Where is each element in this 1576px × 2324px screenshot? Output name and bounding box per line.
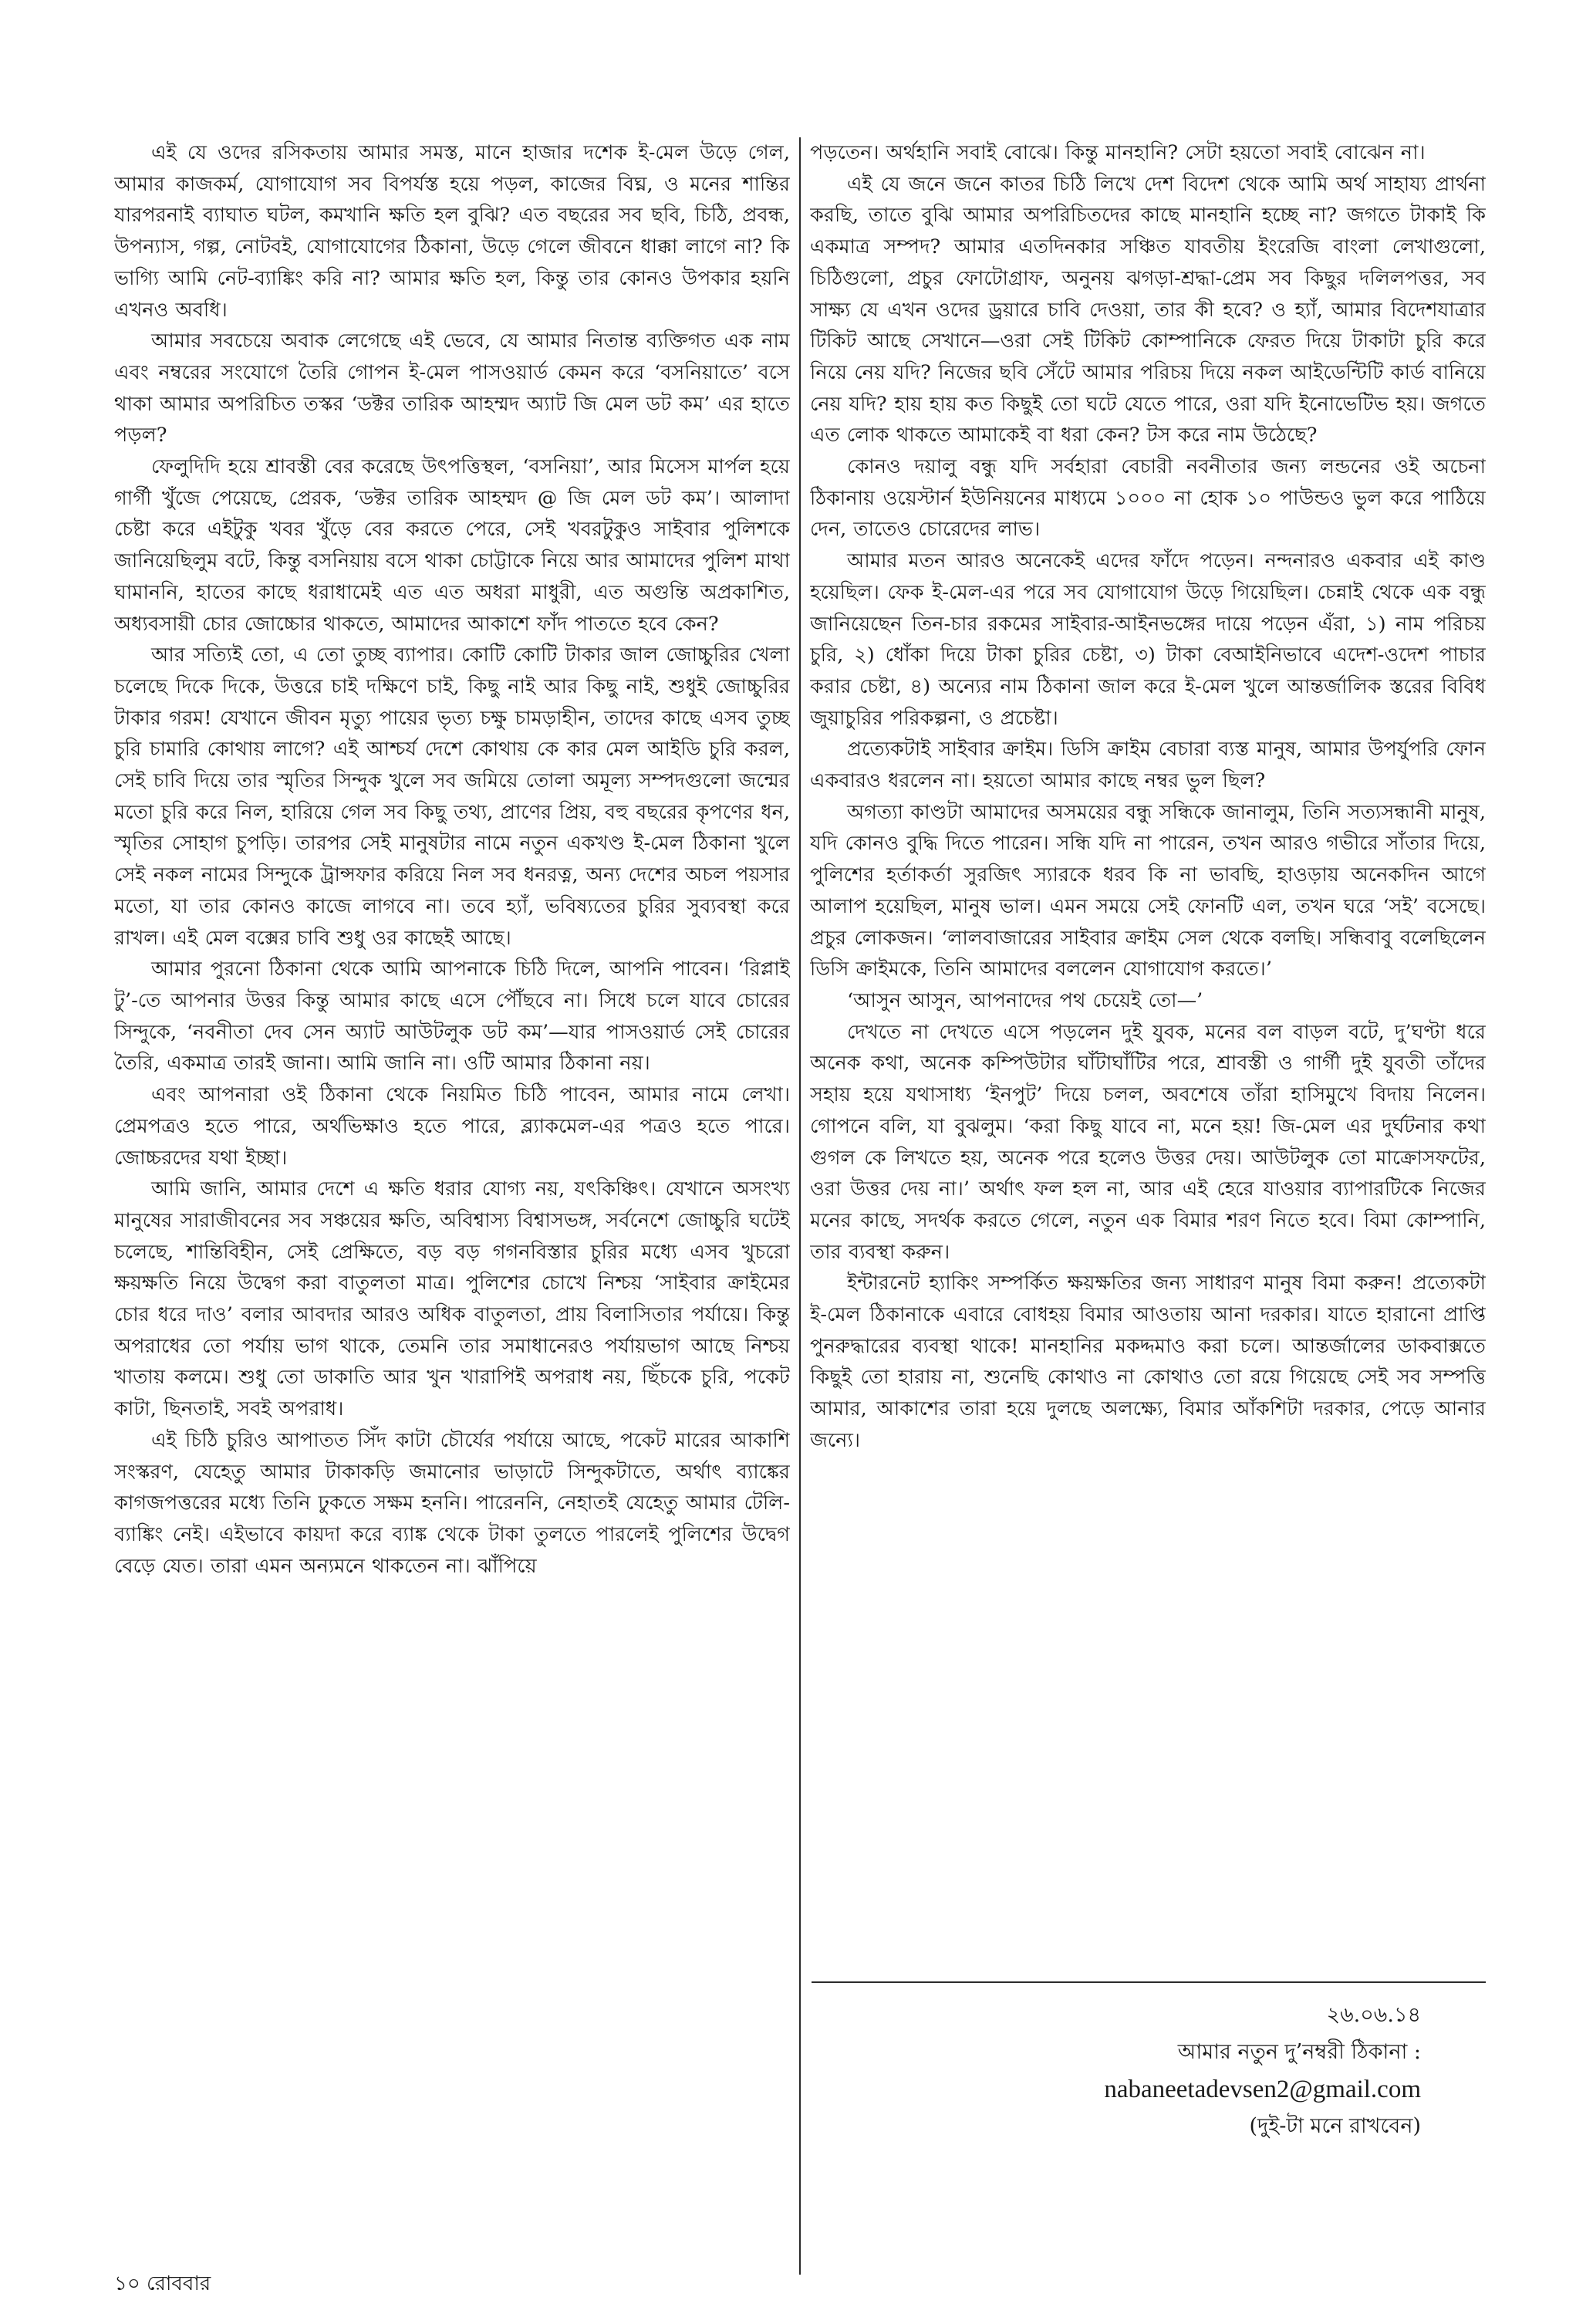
article-column-right (810, 137, 1486, 1935)
paragraph: প্রত্যেকটাই সাইবার ক্রাইম। ডিসি ক্রাইম বেচারা ব্যস্ত মানুষ, আমার উপর্যুপরি ফোন একবারও ধরলেন না। হয়তো আমার কাছে নম্বর ভুল ছিল? (810, 738, 1486, 793)
paragraph: ‘আসুন আসুন, আপনাদের পথ চেয়েই তো—’ (847, 988, 1203, 1012)
signoff-block (810, 1997, 1421, 2145)
article-column-left (114, 137, 790, 2278)
paragraph: কোনও দয়ালু বন্ধু যদি সর্বহারা বেচারী নবনীতার জন্য লন্ডনের ওই অচেনা ঠিকানায় ওয়েস্টার্ন ইউনিয়নের মাধ্যমে ১০০০ না হোক ১০ পাউন্ডও ভুল করে পাঠিয়ে দেন, তাতেও চোরেদের লাভ। (810, 455, 1486, 542)
paragraph: আর সত্যিই তো, এ তো তুচ্ছ ব্যাপার। কোটি কোটি টাকার জাল জোচ্চুরির খেলা চলেছে দিকে দিকে, উত্তরে চাই দক্ষিণে চাই, কিছু নাই আর কিছু নাই, শুধুই জোচ্চুরির টাকার গরম! যেখানে জীবন মৃত্যু পায়ের ভৃত্য চক্ষু চামড়াহীন, তাদের কাছে এসব তুচ্ছ চুরি চামারি কোথায় লাগে? এই আশ্চর্য দেশে কোথায় কে কার মেল আইডি চুরি করল, সেই চাবি দিয়ে তার স্মৃতির সিন্দুক খুলে সব জমিয়ে তোলা অমূল্য সম্পদগুলো জন্মের মতো চুরি করে নিল, হারিয়ে গেল সব কিছু তথ্য, প্রাণের প্রিয়, বহু বছরের কৃপণের ধন, স্মৃতির সোহাগ চুপড়ি। তারপর সেই মানুষটার নামে নতুন একখণ্ড ই-মেল ঠিকানা খুলে সেই নকল নামের সিন্দুকে ট্রান্সফার করিয়ে নিল সব ধনরত্ন, অন্য দেশের অচল পয়সার মতো, যা তার কোনও কাজে লাগবে না। তবে হ্যাঁ, ভবিষ্যতের চুরির সুব্যবস্থা করে রাখল। এই মেল বক্সের চাবি শুধু ওর কাছেই আছে। (114, 643, 790, 950)
column-divider (799, 137, 801, 2275)
paragraph: দেখতে না দেখতে এসে পড়লেন দুই যুবক, মনের বল বাড়ল বটে, দু’ঘণ্টা ধরে অনেক কথা, অনেক কম্পিউটার ঘাঁটাঘাঁটির পরে, শ্রাবস্তী ও গার্গী দুই যুবতী তাঁদের সহায় হয়ে যথাসাধ্য ‘ইনপুট’ দিয়ে চলল, অবশেষে তাঁরা হাসিমুখে বিদায় নিলেন। গোপনে বলি, যা বুঝলুম। ‘করা কিছু যাবে না, মনে হয়! জি-মেল এর দুর্ঘটনার কথা গুগল কে লিখতে হয়, অনেক পরে হলেও উত্তর দেয়। আউটলুক তো মাক্রোসফটের, ওরা উত্তর দেয় না।’ অর্থাৎ ফল হল না, আর এই হেরে যাওয়ার ব্যাপারটিকে নিজের মনের কাছে, সদর্থক করতে গেলে, নতুন এক বিমার শরণ নিতে হবে। বিমা কোম্পানি, তার ব্যবস্থা করুন। (810, 1020, 1486, 1264)
page-footer: ১০ রোববার (114, 2272, 211, 2295)
paragraph: আমার মতন আরও অনেকেই এদের ফাঁদে পড়েন। নন্দনারও একবার এই কাণ্ড হয়েছিল। ফেক ই-মেল-এর পরে সব যোগাযোগ উড়ে গিয়েছিল। চেন্নাই থেকে এক বন্ধু জানিয়েছেন তিন-চার রকমের সাইবার-আইনভঙ্গের দায়ে পড়েন এঁরা, ১) নাম পরিচয় চুরি, ২) ধোঁকা দিয়ে টাকা চুরির চেষ্টা, ৩) টাকা বেআইনিভাবে এদেশ-ওদেশ পাচার করার চেষ্টা, ৪) অন্যের নাম ঠিকানা জাল করে ই-মেল খুলে আন্তর্জালিক স্তরের বিবিধ জুয়াচুরির পরিকল্পনা, ও প্রচেষ্টা। (810, 549, 1486, 730)
paragraph: অগত্যা কাণ্ডটা আমাদের অসময়ের বন্ধু সন্ধিকে জানালুম, তিনি সত্যসন্ধানী মানুষ, যদি কোনও বুদ্ধি দিতে পারেন। সন্ধি যদি না পারেন, তখন আরও গভীরে সাঁতার দিয়ে, পুলিশের হর্তাকর্তা সুরজিৎ স্যারকে ধরব কি না ভাবছি, হাওড়ায় অনেকদিন আগে আলাপ হয়েছিল, মানুষ ভাল। এমন সময়ে সেই ফোনটি এল, তখন ঘরে ‘সই’ বসেছে। প্রচুর লোকজন। ‘লালবাজারের সাইবার ক্রাইম সেল থেকে বলছি। সন্ধিবাবু বলেছিলেন ডিসি ক্রাইমকে, তিনি আমাদের বললেন যোগাযোগ করতে।’ (810, 800, 1486, 981)
signoff-divider (812, 1981, 1486, 1983)
paragraph: আমি জানি, আমার দেশে এ ক্ষতি ধরার যোগ্য নয়, যৎকিঞ্চিৎ। যেখানে অসংখ্য মানুষের সারাজীবনের সব সঞ্চয়ের ক্ষতি, অবিশ্বাস্য বিশ্বাসভঙ্গ, সর্বনেশে জোচ্চুরি ঘটেই চলেছে, শান্তিবিহীন, সেই প্রেক্ষিতে, বড় বড় গগনবিস্তার চুরির মধ্যে এসব খুচরো ক্ষয়ক্ষতি নিয়ে উদ্বেগ করা বাতুলতা মাত্র। পুলিশের চোখে নিশ্চয় ‘সাইবার ক্রাইমের চোর ধরে দাও’ বলার আবদার আরও অধিক বাতুলতা, প্রায় বিলাসিতার পর্যায়ে। কিন্তু অপরাধের তো পর্যায় ভাগ থাকে, তেমনি তার সমাধানেরও পর্যায়ভাগ আছে নিশ্চয় খাতায় কলমে। শুধু তো ডাকাতি আর খুন খারাপিই অপরাধ নয়, ছিঁচকে চুরি, পকেট কাটা, ছিনতাই, সবই অপরাধ। (114, 1177, 790, 1421)
paragraph: এই যে ওদের রসিকতায় আমার সমস্ত, মানে হাজার দশেক ই-মেল উড়ে গেল, আমার কাজকর্ম, যোগাযোগ সব বিপর্যস্ত হয়ে পড়ল, কাজের বিঘ্ন, ও মনের শান্তির যারপরনাই ব্যাঘাত ঘটল, কমখানি ক্ষতি হল বুঝি? এত বছরের সব ছবি, চিঠি, প্রবন্ধ, উপন্যাস, গল্প, নোটবই, যোগাযোগের ঠিকানা, উড়ে গেলে জীবনে ধাক্কা লাগে না? কি ভাগ্যি আমি নেট-ব্যাঙ্কিং করি না? আমার ক্ষতি হল, কিন্তু তার কোনও উপকার হয়নি এখনও অবধি। (114, 141, 790, 322)
paragraph: এই চিঠি চুরিও আপাতত সিঁদ কাটা চৌর্যের পর্যায়ে আছে, পকেট মারের আকাশি সংস্করণ, যেহেতু আমার টাকাকড়ি জমানোর ভাড়াটে সিন্দুকটাতে, অর্থাৎ ব্যাঙ্কের কাগজপত্তরের মধ্যে তিনি ঢুকতে সক্ষম হননি। পারেননি, নেহাতই যেহেতু আমার টেলি-ব্যাঙ্কিং নেই। এইভাবে কায়দা করে ব্যাঙ্ক থেকে টাকা তুলতে পারলেই পুলিশের উদ্বেগ বেড়ে যেত। তারা এমন অন্যমনে থাকতেন না। ঝাঁপিয়ে (114, 1428, 790, 1578)
paragraph: পড়তেন। অর্থহানি সবাই বোঝে। কিন্তু মানহানি? সেটা হয়তো সবাই বোঝেন না। (810, 141, 1426, 164)
paragraph: এবং আপনারা ওই ঠিকানা থেকে নিয়মিত চিঠি পাবেন, আমার নামে লেখা। প্রেমপত্রও হতে পারে, অর্থভিক্ষাও হতে পারে, ব্ল্যাকমেল-এর পত্রও হতে পারে। জোচ্চরদের যথা ইচ্ছা। (114, 1083, 790, 1170)
paragraph: ইন্টারনেট হ্যাকিং সম্পর্কিত ক্ষয়ক্ষতির জন্য সাধারণ মানুষ বিমা করুন! প্রত্যেকটা ই-মেল ঠিকানাকে এবারে বোধহয় বিমার আওতায় আনা দরকার। যাতে হারানো প্রাপ্তি পুনরুদ্ধারের ব্যবস্থা থাকে! মানহানির মকদ্দমাও করা চলে। আন্তর্জালের ডাকবাক্সতে কিছুই তো হারায় না, শুনেছি কোথাও না কোথাও তো রয়ে গিয়েছে সেই সব সম্পত্তি আমার, আকাশের তারা হয়ে দুলছে অলক্ষ্যে, বিমার আঁকশিটা দরকার, পেড়ে আনার জন্যে। (810, 1272, 1486, 1452)
new-address-label: আমার নতুন দু’নম্বরী ঠিকানা : (1177, 2040, 1421, 2064)
signoff-note: (দুই-টা মনে রাখবেন) (1249, 2114, 1421, 2138)
paragraph: ফেলুদিদি হয়ে শ্রাবস্তী বের করেছে উৎপত্তিস্থল, ‘বসনিয়া’, আর মিসেস মার্পল হয়ে গার্গী খুঁজে পেয়েছে, প্রেরক, ‘ডক্টর তারিক আহম্মদ @ জি মেল ডট কম’। আলাদা চেষ্টা করে এইটুকু খবর খুঁড়ে বের করতে পেরে, সেই খবরটুকুও সাইবার পুলিশকে জানিয়েছিলুম বটে, কিন্তু বসনিয়ায় বসে থাকা চোট্টাকে নিয়ে আর আমাদের পুলিশ মাথা ঘামাননি, হাতের কাছে ধরাধামেই এত এত অধরা মাধুরী, এত অগুন্তি অপ্রকাশিত, অধ্যবসায়ী চোর জোচ্চোর থাকতে, আমাদের আকাশে ফাঁদ পাততে হবে কেন? (114, 455, 790, 636)
paragraph: আমার পুরনো ঠিকানা থেকে আমি আপনাকে চিঠি দিলে, আপনি পাবেন। ‘রিপ্লাই টু’-তে আপনার উত্তর কিন্তু আমার কাছে এসে পৌঁছবে না। সিধে চলে যাবে চোরের সিন্দুকে, ‘নবনীতা দেব সেন অ্যাট আউটলুক ডট কম’—যার পাসওয়ার্ড সেই চোরের তৈরি, একমাত্র তারই জানা। আমি জানি না। ওটি আমার ঠিকানা নয়। (114, 958, 790, 1076)
email-address: nabaneetadevsen2@gmail.com (1104, 2076, 1421, 2103)
paragraph: আমার সবচেয়ে অবাক লেগেছে এই ভেবে, যে আমার নিতান্ত ব্যক্তিগত এক নাম এবং নম্বরের সংযোগে তৈরি গোপন ই-মেল পাসওয়ার্ড কেমন করে ‘বসনিয়াতে’ বসে থাকা আমার অপরিচিত তস্কর ‘ডক্টর তারিক আহম্মদ অ্যাট জি মেল ডট কম’ এর হাতে পড়ল? (114, 329, 790, 448)
signoff-date: ২৬.০৬.১৪ (1326, 2003, 1421, 2027)
paragraph: এই যে জনে জনে কাতর চিঠি লিখে দেশ বিদেশ থেকে আমি অর্থ সাহায্য প্রার্থনা করছি, তাতে বুঝি আমার অপরিচিতদের কাছে মানহানি হচ্ছে না? জগতে টাকাই কি একমাত্র সম্পদ? আমার এতদিনকার সঞ্চিত যাবতীয় ইংরেজি বাংলা লেখাগুলো, চিঠিগুলো, প্রচুর ফোটোগ্রাফ, অনুনয় ঝগড়া-শ্রদ্ধা-প্রেম সব কিছুর দলিলপত্তর, সব সাক্ষ্য যে এখন ওদের ড্রয়ারে চাবি দেওয়া, তার কী হবে? ও হ্যাঁ, আমার বিদেশযাত্রার টিকিট আছে সেখানে—ওরা সেই টিকিট কোম্পানিকে ফেরত দিয়ে টাকাটা চুরি করে নিয়ে নেয় যদি? নিজের ছবি সেঁটে আমার পরিচয় দিয়ে নকল আইডেন্টিটি কার্ড বানিয়ে নেয় যদি? হায় হায় কত কিছুই তো ঘটে যেতে পারে, ওরা যদি ইনোভেটিভ হয়। জগতে এত লোক থাকতে আমাকেই বা ধরা কেন? টস করে নাম উঠেছে? (810, 172, 1486, 448)
